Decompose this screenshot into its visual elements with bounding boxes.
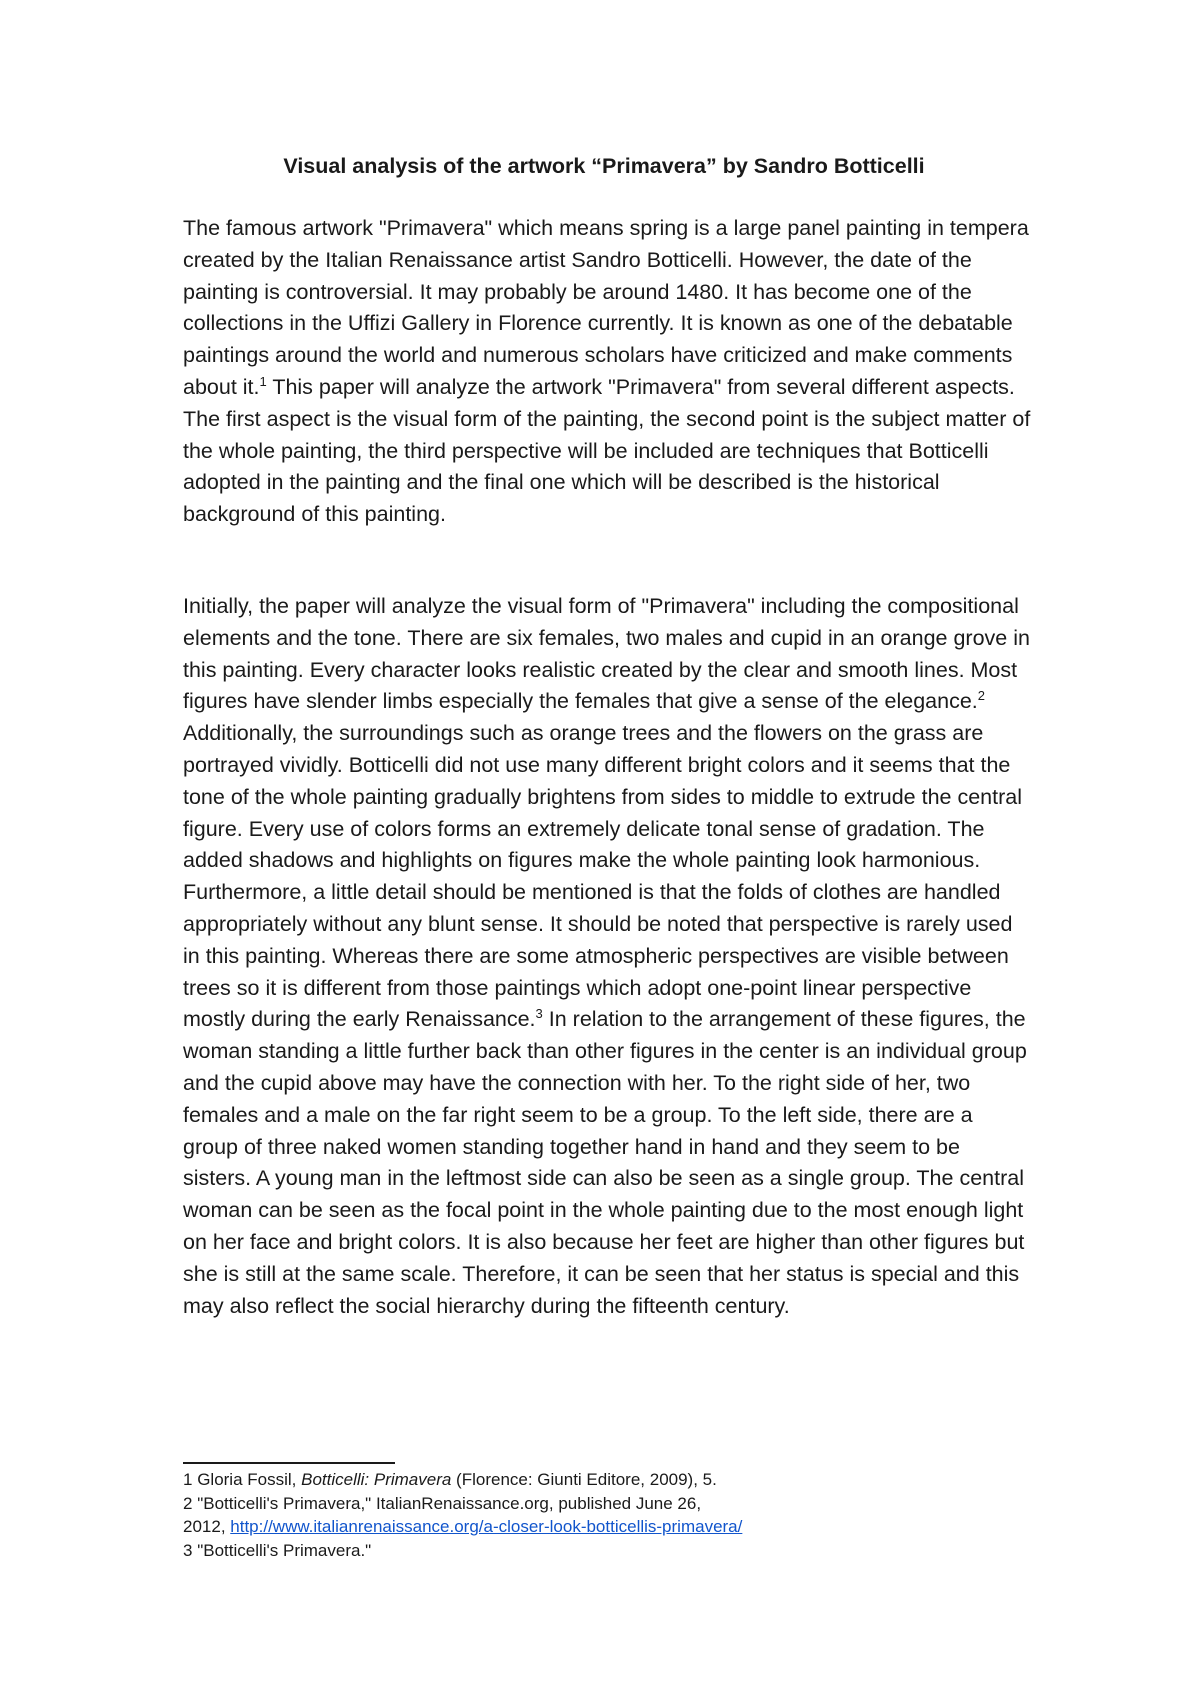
footnote-ref-2: 2: [977, 688, 985, 704]
paragraph-visual-form: [183, 591, 1033, 1322]
footnote-1-publication: (Florence: Giunti Editore, 2009), 5.: [451, 1470, 717, 1489]
paragraph-introduction: [183, 213, 1033, 531]
footnote-2-number: 2: [183, 1493, 193, 1513]
footnote-2-year: 2012,: [183, 1517, 231, 1536]
paragraph-1-text-b: This paper will analyze the artwork "Primavera" from several different aspects. The first aspect is the visual form of the painting, the second point is the subject matter of the whole painting, the third perspective will be included are techniques that Botticelli adopted in the painting and the final one which will be described is the historical background of this painting.: [183, 374, 1031, 527]
footnote-1-number: 1: [183, 1470, 193, 1489]
footnote-1-book-title: Botticelli: Primavera: [301, 1470, 452, 1489]
footnote-1: [183, 1468, 843, 1492]
footnote-3-number: 3: [183, 1540, 193, 1560]
paragraph-1-text-a: The famous artwork "Primavera" which means spring is a large panel painting in tempera created by the Italian Renaissance artist Sandro Botticelli. However, the date of the painting is controversial. It may probably be around 1480. It has become one of the collections in the Uffizi Gallery in Florence currently. It is known as one of the debatable paintings around the world and numerous scholars have criticized and make comments about it.: [183, 216, 1029, 399]
paragraph-2-text-a: Initially, the paper will analyze the visual form of "Primavera" including the compositional elements and the tone. There are six females, two males and cupid in an orange grove in this painting. Every character looks realistic created by the clear and smooth lines. Most figures have slender limbs especially the females that give a sense of the elegance.: [183, 594, 1030, 714]
footnote-2: [183, 1492, 843, 1539]
paragraph-2-text-b: Additionally, the surroundings such as orange trees and the flowers on the grass are portrayed vividly. Botticelli did not use many different bright colors and it seems that the tone of the whole painting gradually brightens from sides to middle to extrude the central figure. Every use of colors forms an extremely delicate tonal sense of gradation. The added shadows and highlights on figures make the whole painting look harmonious. Furthermore, a little detail should be mentioned is that the folds of clothes are handled appropriately without any blunt sense. It should be noted that perspective is rarely used in this painting. Whereas there are some atmospheric perspectives are visible between trees so it is different from those paintings which adopt one-point linear perspective mostly during the early Renaissance.: [183, 721, 1022, 1032]
footnote-2-text: "Botticelli's Primavera," ItalianRenaissance.org, published June 26,: [192, 1493, 702, 1513]
footnote-ref-1: 1: [259, 373, 267, 389]
footnote-ref-3: 3: [535, 1006, 543, 1022]
footnote-1-author: Gloria Fossil,: [192, 1470, 302, 1489]
footnote-separator: [183, 1462, 395, 1464]
document-title: Visual analysis of the artwork “Primavera” by Sandro Botticelli: [283, 154, 925, 178]
footnotes: [183, 1468, 843, 1562]
footnote-3: [183, 1539, 843, 1563]
paragraph-2-text-c: In relation to the arrangement of these figures, the woman standing a little further back than other figures in the center is an individual group and the cupid above may have the connection with her. To the right side of her, two females and a male on the far right seem to be a group. To the left side, there are a group of three naked women standing together hand in hand and they seem to be sisters. A young man in the leftmost side can also be seen as a single group. The central woman can be seen as the focal point in the whole painting due to the most enough light on her face and bright colors. It is also because her feet are higher than other figures but she is still at the same scale. Therefore, it can be seen that her status is special and this may also reflect the social hierarchy during the fifteenth century.: [183, 1007, 1027, 1318]
footnote-2-link[interactable]: http://www.italianrenaissance.org/a-closer-look-botticellis-primavera/: [230, 1517, 743, 1536]
footnote-3-text: "Botticelli's Primavera.": [192, 1540, 372, 1560]
